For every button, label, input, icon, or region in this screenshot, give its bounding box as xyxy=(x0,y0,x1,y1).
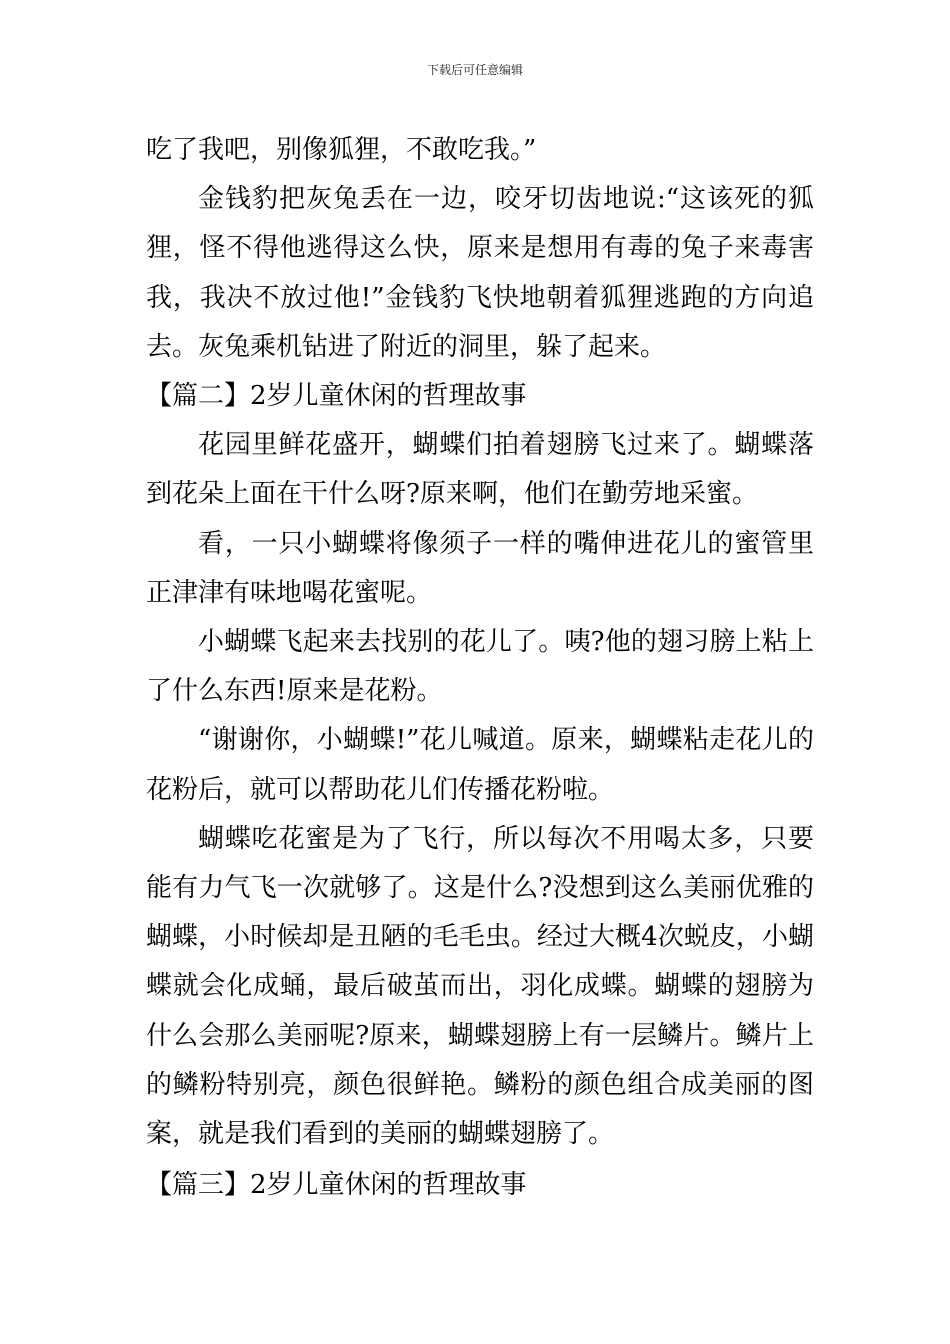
page-header-note: 下载后可任意编辑 xyxy=(426,63,523,77)
section-heading-part-two: 【篇二】2岁儿童休闲的哲理故事 xyxy=(146,381,527,412)
paragraph-continued: 吃了我吧，别像狐狸，不敢吃我。” xyxy=(146,135,537,165)
section-heading-part-three: 【篇三】2岁儿童休闲的哲理故事 xyxy=(146,1170,527,1201)
paragraph-thanks: “谢谢你，小蝴蝶!”花儿喊道。原来，蝴蝶粘走花儿的花粉后，就可以帮助花儿们传播花粉啦。 xyxy=(146,725,814,805)
paragraph-nectar: 看，一只小蝴蝶将像须子一样的嘴伸进花儿的蜜管里正津津有味地喝花蜜呢。 xyxy=(146,528,814,608)
paragraph-leopard: 金钱豹把灰兔丢在一边，咬牙切齿地说:“这该死的狐狸，怪不得他逃得这么快，原来是想用有毒的兔子来毒害我，我决不放过他!”金钱豹飞快地朝着狐狸逃跑的方向追去。灰兔乘机钻进了附近的洞里，躲了起来。 xyxy=(146,184,814,362)
document-body xyxy=(146,126,814,1210)
paragraph-butterfly-facts: 蝴蝶吃花蜜是为了飞行，所以每次不用喝太多，只要能有力气飞一次就够了。这是什么?没想到这么美丽优雅的蝴蝶，小时候却是丑陋的毛毛虫。经过大概4次蜕皮，小蝴蝶就会化成蛹，最后破茧而出，羽化成蝶。蝴蝶的翅膀为什么会那么美丽呢?原来，蝴蝶翅膀上有一层鳞片。鳞片上的鳞粉特别亮，颜色很鲜艳。鳞粉的颜色组合成美丽的图案，就是我们看到的美丽的蝴蝶翅膀了。 xyxy=(146,823,814,1150)
paragraph-pollen: 小蝴蝶飞起来去找别的花儿了。咦?他的翅习膀上粘上了什么东西!原来是花粉。 xyxy=(146,627,814,707)
paragraph-garden: 花园里鲜花盛开，蝴蝶们拍着翅膀飞过来了。蝴蝶落到花朵上面在干什么呀?原来啊，他们在勤劳地采蜜。 xyxy=(146,430,814,510)
